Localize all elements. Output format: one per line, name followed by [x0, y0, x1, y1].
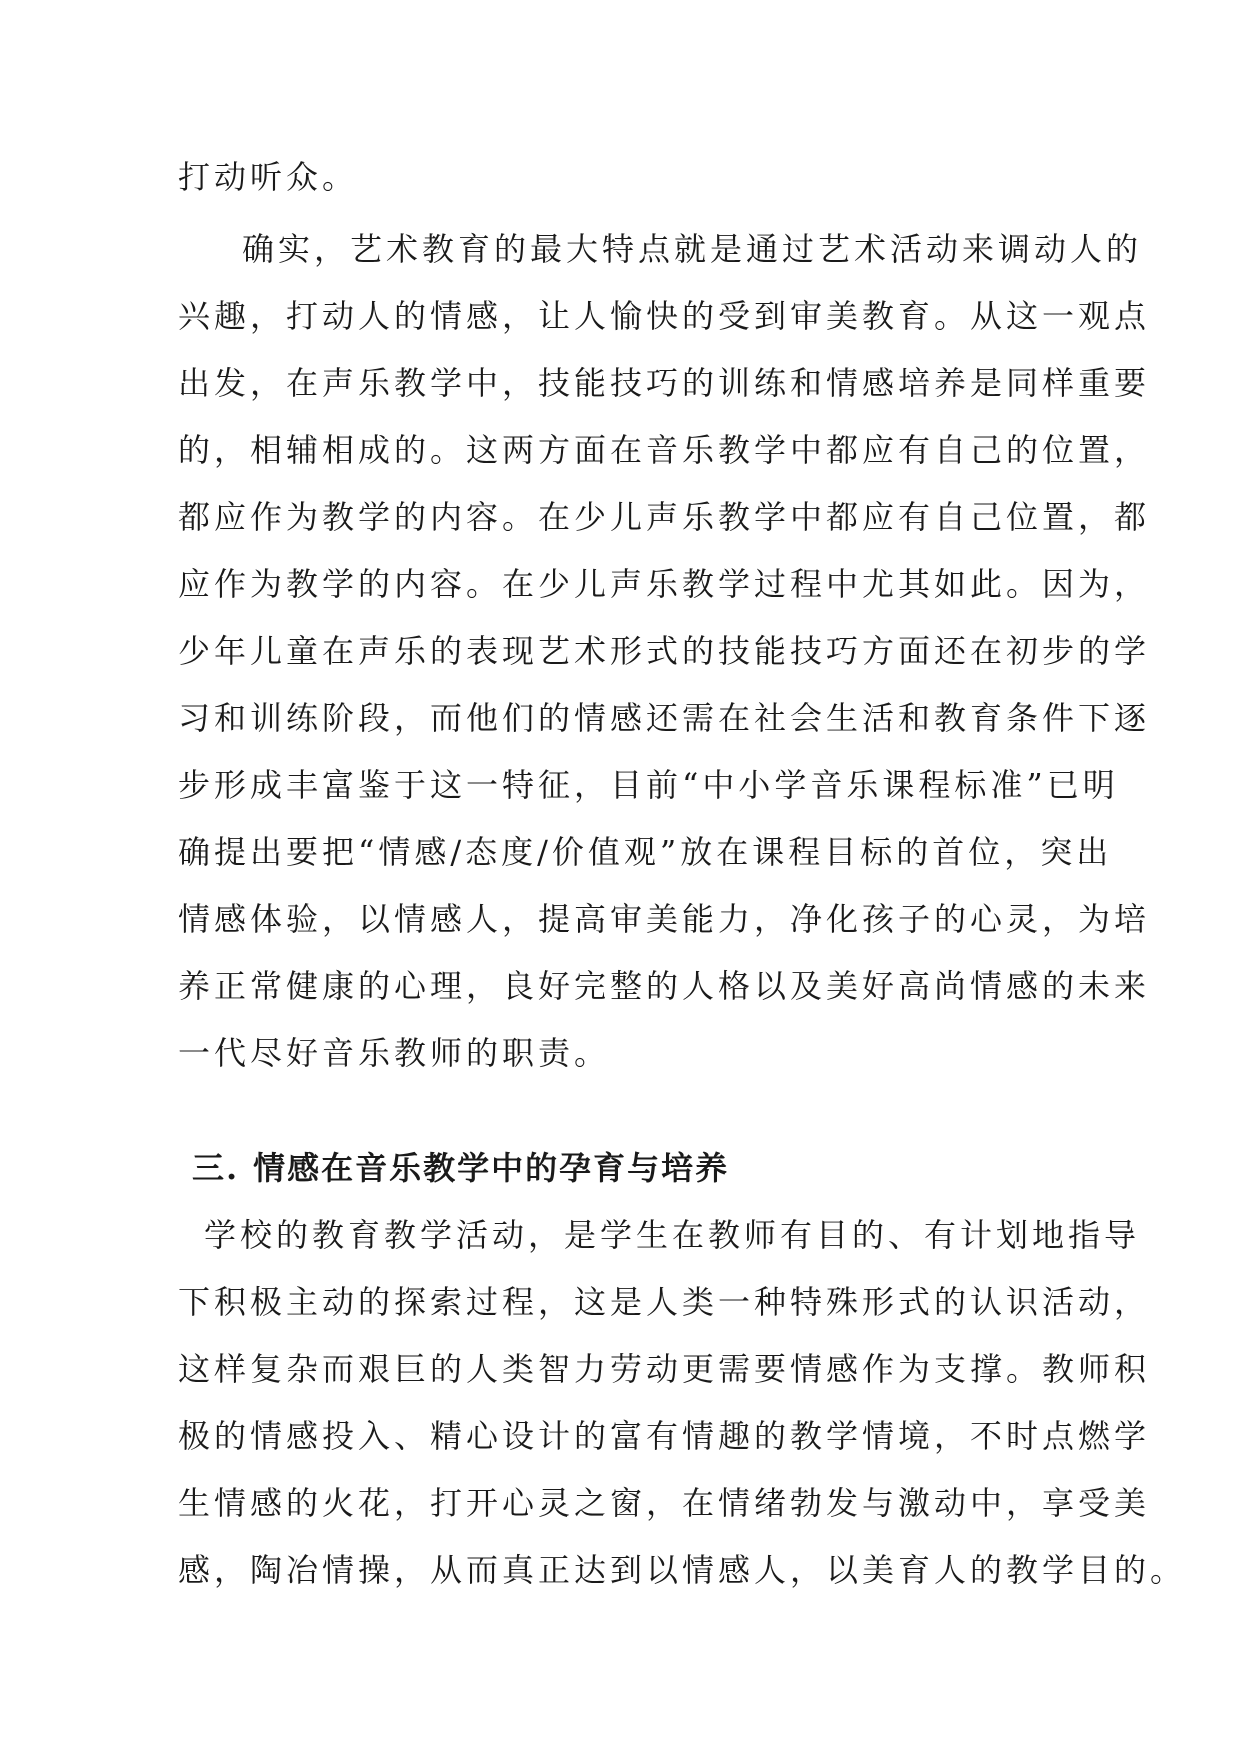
- paragraph-line: 感，陶冶情操，从而真正达到以情感人，以美育人的教学目的。: [178, 1551, 1187, 1589]
- section-heading: [192, 1148, 729, 1188]
- paragraph-line: 养正常健康的心理，良好完整的人格以及美好高尚情感的未来: [178, 967, 1151, 1005]
- paragraph-line: 确提出要把“情感/态度/价值观”放在课程目标的首位，突出: [178, 833, 1113, 871]
- paragraph-line: 下积极主动的探索过程，这是人类一种特殊形式的认识活动，: [178, 1283, 1151, 1321]
- paragraph-line: 少年儿童在声乐的表现艺术形式的技能技巧方面还在初步的学: [178, 632, 1151, 670]
- paragraph-line: 步形成丰富鉴于这一特征，目前“中小学音乐课程标准”已明: [178, 766, 1119, 804]
- paragraph-line: 确实，艺术教育的最大特点就是通过艺术活动来调动人的: [242, 230, 1143, 268]
- paragraph-line: 出发，在声乐教学中，技能技巧的训练和情感培养是同样重要: [178, 364, 1151, 402]
- paragraph-line: 这样复杂而艰巨的人类智力劳动更需要情感作为支撑。教师积: [178, 1350, 1151, 1388]
- paragraph-line: 打动听众。: [178, 158, 359, 196]
- paragraph-line: 兴趣，打动人的情感，让人愉快的受到审美教育。从这一观点: [178, 297, 1151, 335]
- paragraph-line: 习和训练阶段，而他们的情感还需在社会生活和教育条件下逐: [178, 699, 1151, 737]
- paragraph-line: 生情感的火花，打开心灵之窗，在情绪勃发与激动中，享受美: [178, 1484, 1151, 1522]
- section-title: 情感在音乐教学中的孕育与培养: [253, 1149, 730, 1187]
- paragraph-line: 应作为教学的内容。在少儿声乐教学过程中尤其如此。因为，: [178, 565, 1151, 603]
- paragraph-line: 情感体验，以情感人，提高审美能力，净化孩子的心灵，为培: [178, 900, 1151, 938]
- section-number: 三.: [192, 1149, 240, 1187]
- paragraph-line: 极的情感投入、精心设计的富有情趣的教学情境，不时点燃学: [178, 1417, 1151, 1455]
- paragraph-line: 都应作为教学的内容。在少儿声乐教学中都应有自己位置，都: [178, 498, 1151, 536]
- paragraph-line: 的，相辅相成的。这两方面在音乐教学中都应有自己的位置，: [178, 431, 1151, 469]
- paragraph-line: 一代尽好音乐教师的职责。: [178, 1034, 611, 1072]
- paragraph-line: 学校的教育教学活动，是学生在教师有目的、有计划地指导: [204, 1216, 1141, 1254]
